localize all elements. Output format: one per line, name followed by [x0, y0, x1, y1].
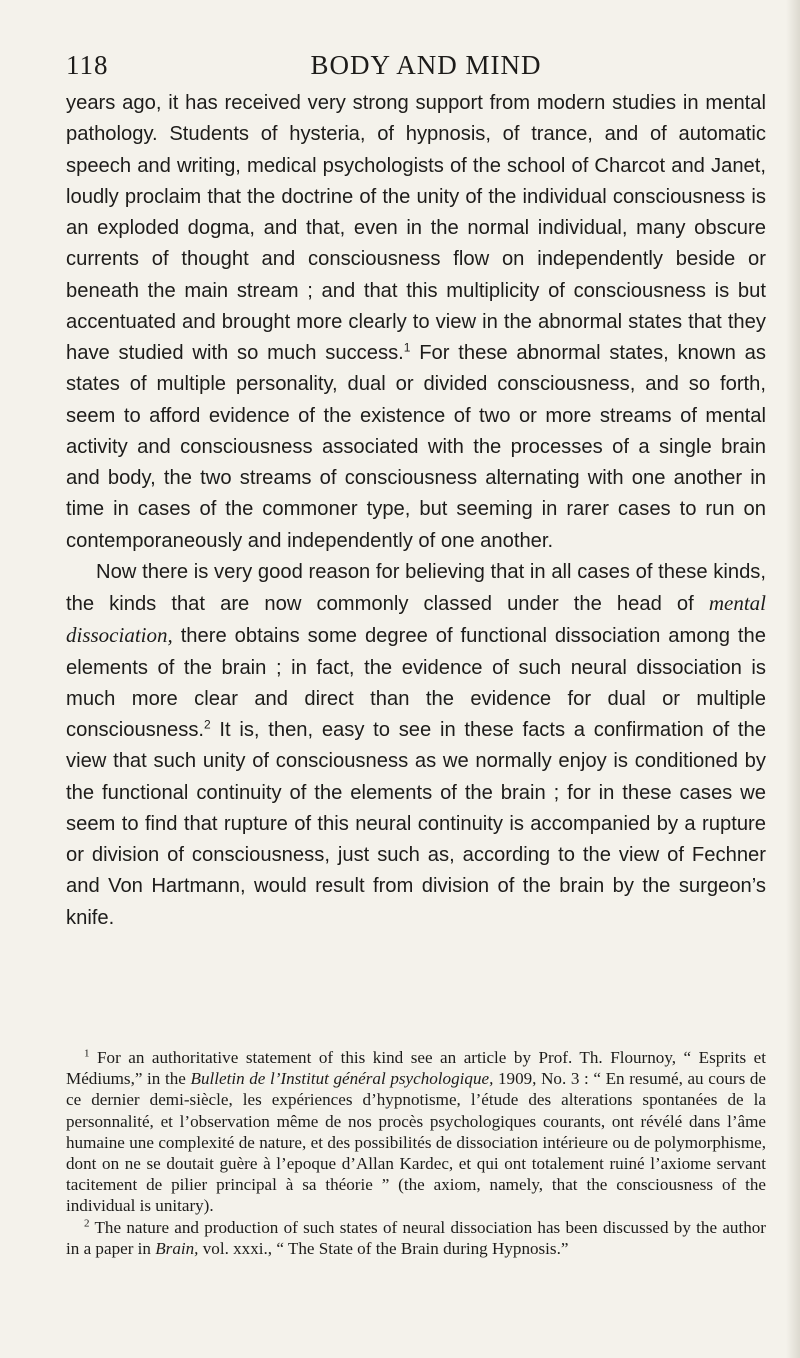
paragraph-2-text-c: It is, then, easy to see in these facts a confirmation of the view that such unity of consciousness as we normally enjoy is conditioned by the functional continuity of the elements of the brain ; for in these cases we seem to find that rupture of this neural continuity is accompanied by a rupture or division of consciousness, just such as, according to the view of Fechner and Von Hartmann, would result from division of the brain by the surgeon’s knife.	[66, 719, 766, 929]
footnote-ref-1: 1	[403, 340, 411, 355]
running-title: BODY AND MIND	[310, 50, 542, 80]
main-text	[66, 88, 766, 934]
paragraph-1-text-b: For these abnormal states, known as states of multiple personality, dual or divided consciousness, and so forth, seem to afford evidence of the existence of two or more streams of mental activity and consciousness associated with the processes of a single brain and body, the two streams of consciousness alternating with one another in time in cases of the commoner type, but seeming in rarer cases to run on contemporaneously and independently of one another.	[66, 342, 766, 552]
footnote-1-text-a: For an authoritative statement of this kind see an article by Prof. Th. Flournoy, “ Esprits et Médiums,” in the	[66, 1048, 766, 1089]
footnote-2	[66, 1217, 766, 1259]
paragraph-2	[66, 557, 766, 934]
paragraph-1	[66, 88, 766, 557]
footnote-2-text-b: vol. xxxi., “ The State of the Brain during Hypnosis.”	[198, 1238, 569, 1258]
footnote-2-mark: 2	[84, 1216, 90, 1229]
paragraph-2-emphasis: mental dissociation,	[66, 591, 766, 648]
paragraph-2-text-b: there obtains some degree of functional dissociation among the elements of the brain ; in fact, the evidence of such neural dissociation is much more clear and direct than the evidence for dual or multiple consciousness.	[66, 625, 766, 741]
footnote-1-emphasis: Bulletin de l’Institut général psychologique,	[190, 1069, 494, 1089]
footnotes	[66, 1047, 766, 1259]
footnote-ref-2: 2	[204, 717, 211, 732]
footnote-2-text-a: The nature and production of such states of neural dissociation has been discussed by the author in a paper in	[66, 1217, 766, 1258]
page-edge-shadow	[786, 0, 800, 1358]
footnote-2-emphasis: Brain,	[155, 1238, 199, 1258]
page-number: 118	[66, 50, 109, 80]
paragraph-1-text-a: years ago, it has received very strong support from modern studies in mental pathology. Students of hysteria, of hypnosis, of trance, and of automatic speech and writing, medical psychologists of the school of Charcot and Janet, loudly proclaim that the doctrine of the unity of the individual consciousness is an exploded dogma, and that, even in the normal individual, many obscure currents of thought and consciousness flow on independently beside or beneath the main stream ; and that this multiplicity of consciousness is but accentuated and brought more clearly to view in the abnormal states that they have studied with so much success.	[66, 92, 766, 364]
footnote-1	[66, 1047, 766, 1217]
page-header	[66, 50, 766, 90]
paragraph-2-text-a: Now there is very good reason for believing that in all cases of these kinds, the kinds that are now commonly classed under the head of	[66, 560, 766, 615]
footnote-1-text-b: 1909, No. 3 : “ En resumé, au cours de ce dernier demi-siècle, les expériences d’hypnotisme, l’étude des alterations spontanées de la personnalité, et l’observation même de nos procès psychologiques courants, ont révélé dans l’âme humaine une complexité de nature, et des possibilités de dissociation intérieure ou de polymorphisme, dont on ne se doutait guère à l’epoque d’Allan Kardec, et qui ont totalement ruiné l’axiome servant tacitement de pilier principal à sa théorie ” (the axiom, namely, that the consciousness of the individual is unitary).	[66, 1069, 767, 1216]
footnote-1-mark: 1	[84, 1047, 90, 1060]
